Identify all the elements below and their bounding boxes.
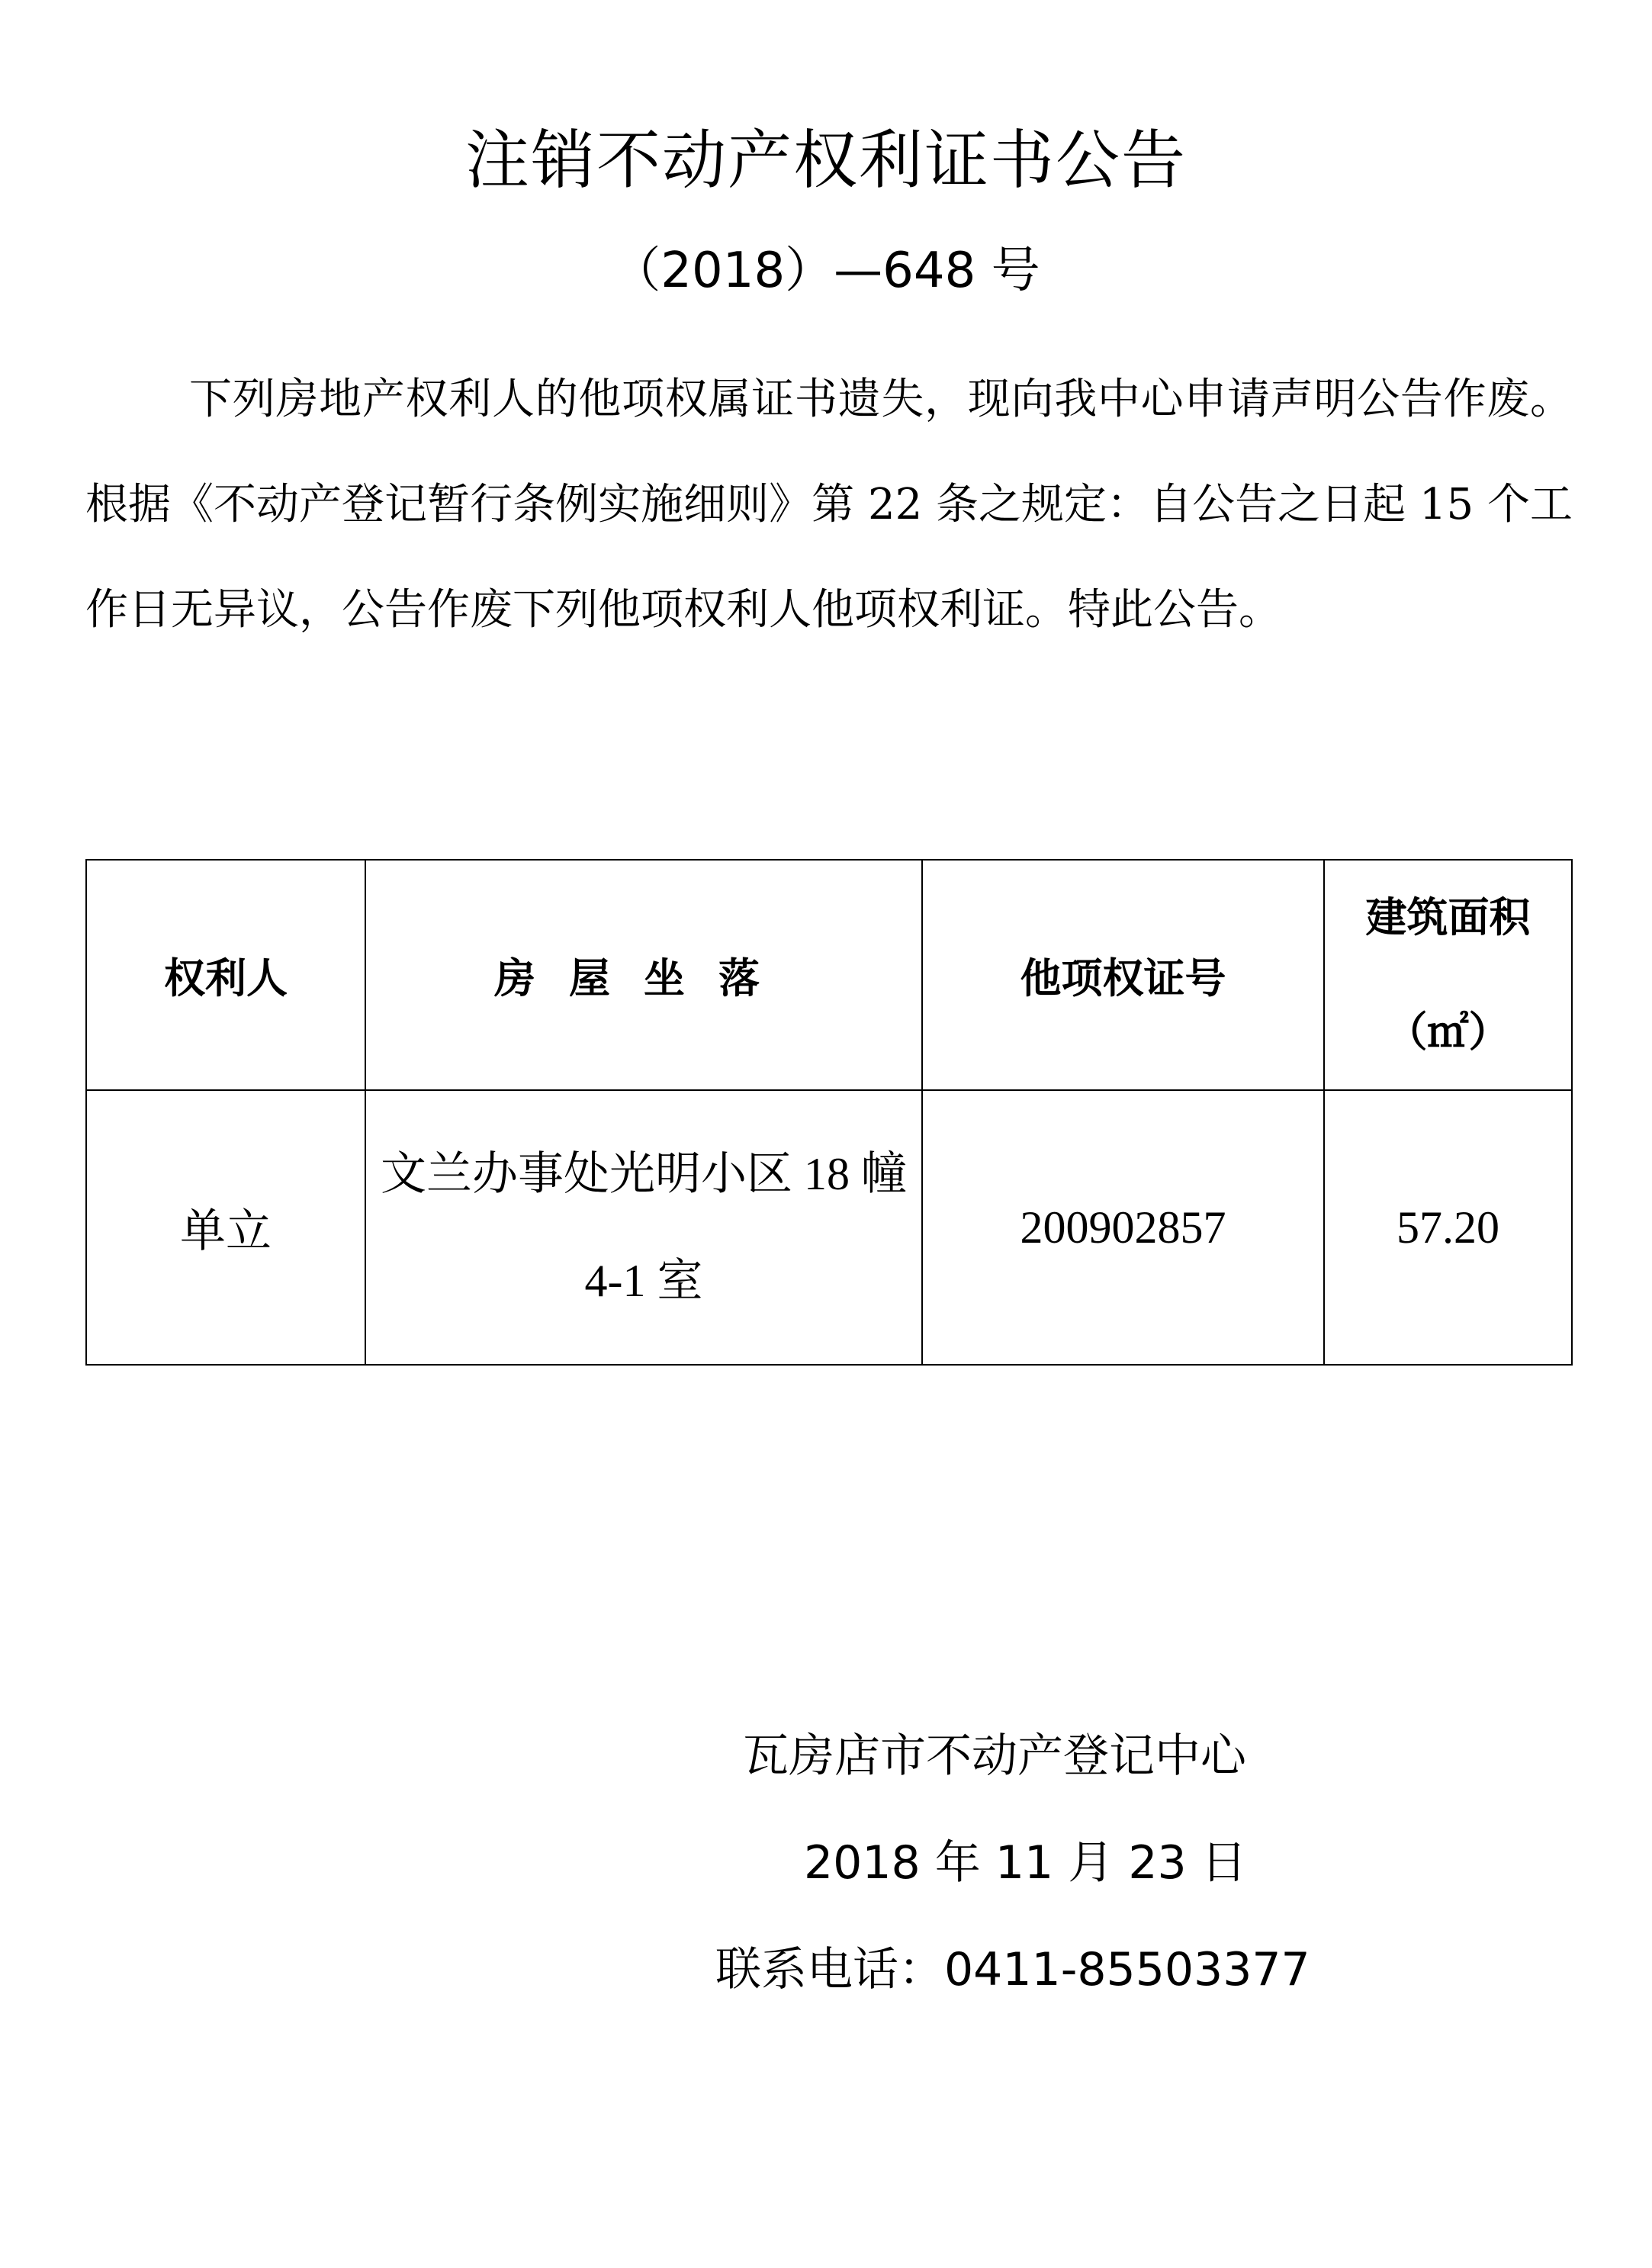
cell-address: 文兰办事处光明小区 18 幢 4-1 室: [365, 1090, 922, 1365]
table-header-row: [86, 860, 1572, 1090]
header-holder: 权利人: [86, 860, 365, 1090]
notice-title: 注销不动产权利证书公告: [464, 123, 1187, 198]
records-table: [85, 859, 1573, 1366]
signature-block: [686, 1703, 1373, 2023]
cell-area: 57.20: [1324, 1090, 1572, 1365]
header-address-label: 房屋坐落: [494, 954, 793, 1002]
header-address: [365, 860, 922, 1090]
notice-body: 下列房地产权利人的他项权属证书遗失，现向我中心申请声明公告作废。根据《不动产登记暂行条例实施细则》第 22 条之规定：自公告之日起 15 个工作日无异议，公告作废下列他项权利人他项权利证。特此公告。: [85, 375, 1573, 635]
cell-certificate: 200902857: [922, 1090, 1324, 1365]
table-row: [86, 1090, 1572, 1365]
header-area-unit: （㎡）: [1386, 1008, 1510, 1056]
signature-organization: 瓦房店市不动产登记中心: [743, 1729, 1246, 1783]
header-area-label: 建筑面积: [1365, 893, 1531, 941]
signature-phone: 联系电话：0411-85503377: [715, 1943, 1310, 1996]
header-certificate: 他项权证号: [922, 860, 1324, 1090]
cell-holder: 单立: [86, 1090, 365, 1365]
notice-number: （2018）—648 号: [612, 243, 1040, 299]
header-area: [1324, 860, 1572, 1090]
signature-date: 2018 年 11 月 23 日: [804, 1836, 1247, 1890]
